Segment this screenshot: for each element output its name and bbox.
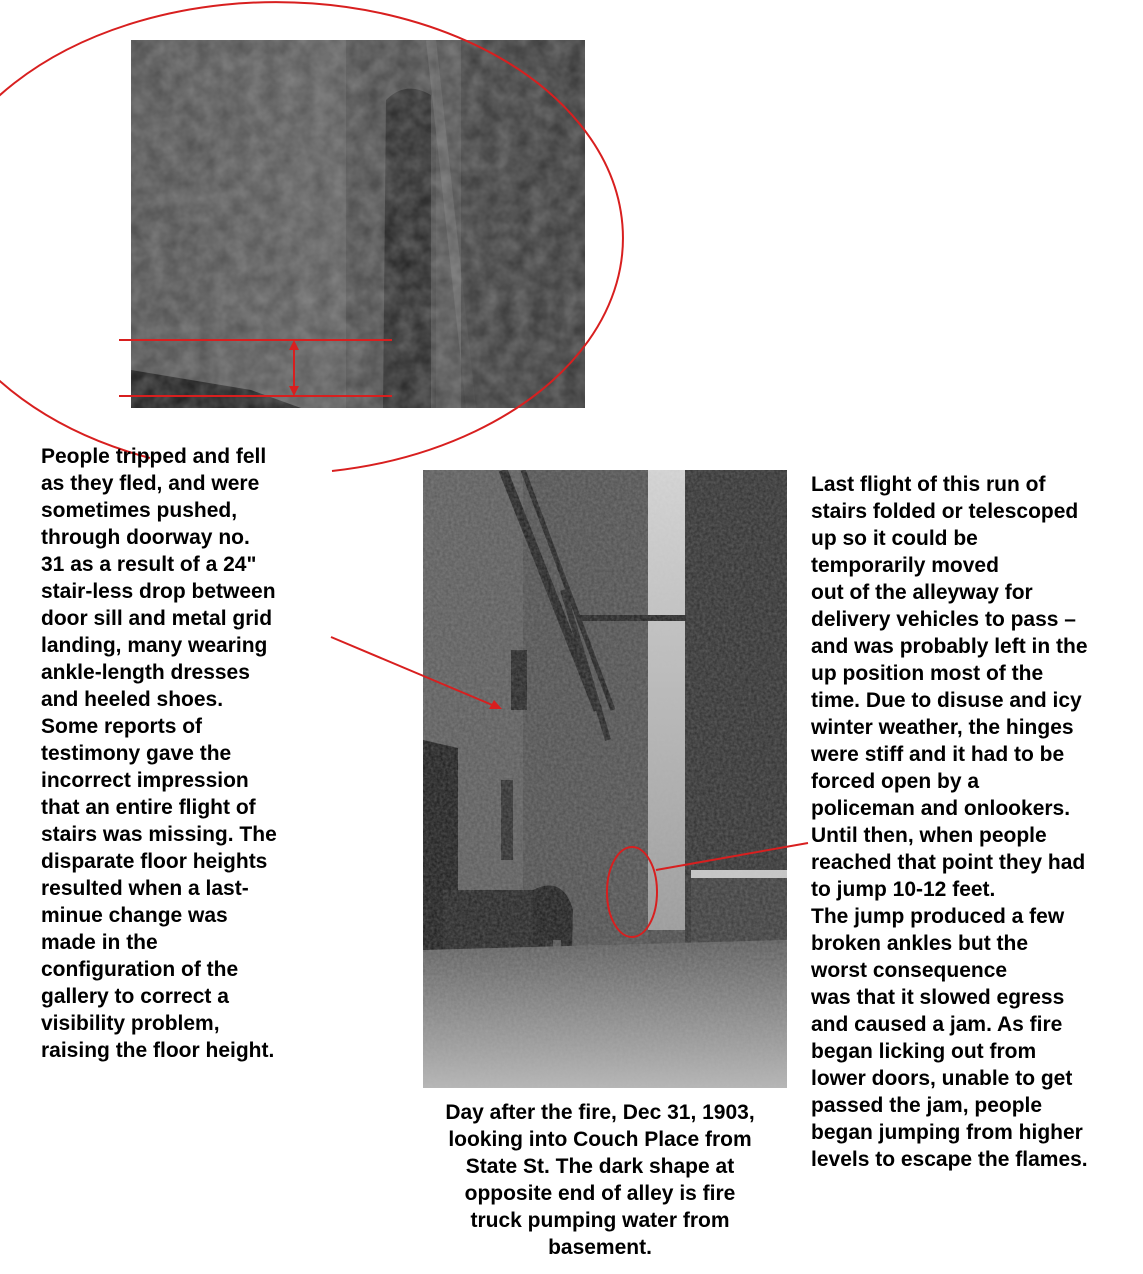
photo-caption: Day after the fire, Dec 31, 1903, looking into Couch Place from State St. The dark shape at opposite end of alley is fire truck pumping water from basement. [445, 1101, 755, 1259]
doorway-drop-note: People tripped and fell as they fled, and were sometimes pushed, through doorway no. 31 as a result of a 24" stair-less drop between door sill and metal grid landing, many wearing ankle-length dresses and heeled shoes. Some reports of testimony gave the incorrect impression that an entire flight of stairs was missing. The disparate floor heights resulted when a last- minue change was made in the configuration of the gallery to correct a visibility problem, raising the floor height. [41, 445, 277, 1062]
alley-photo [423, 470, 787, 1088]
doorway-detail-photo [131, 40, 585, 408]
folded-stairs-note: Last flight of this run of stairs folded or telescoped up so it could be temporarily moved out of the alleyway for delivery vehicles to pass – and was probably left in the up position most of the time. Due to disuse and icy winter weather, the hinges were stiff and it had to be forced open by a policeman and onlookers. Until then, when people reached that point they had to jump 10-12 feet. The jump produced a few broken ankles but the worst consequence was that it slowed egress and caused a jam. As fire began licking out from lower doors, unable to get passed the jam, people began jumping from higher levels to escape the flames. [811, 473, 1088, 1171]
